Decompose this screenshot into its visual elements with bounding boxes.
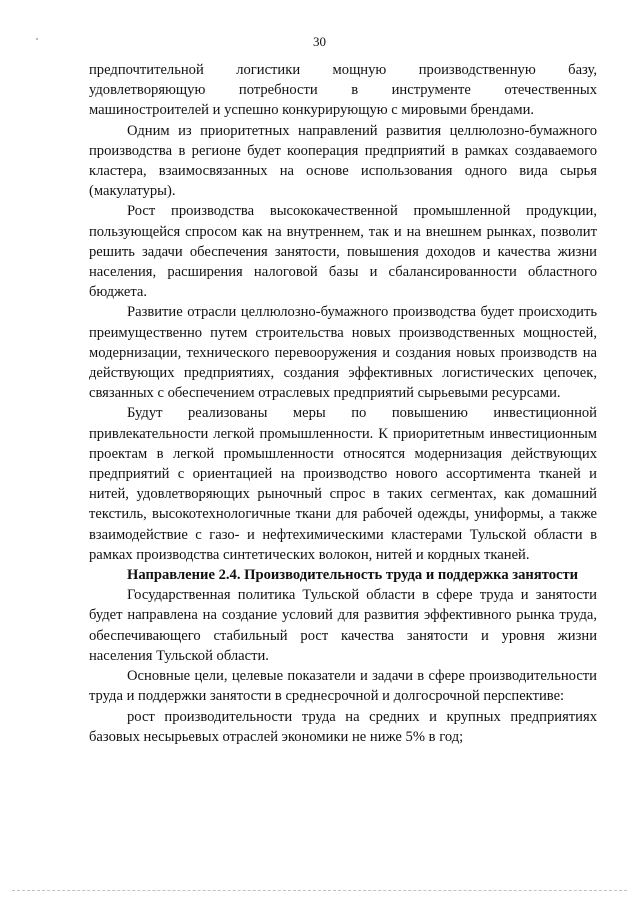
paragraph-4: Развитие отрасли целлюлозно-бумажного производства будет происходить преимущественно путем строительства новых производственных мощностей, модернизации, технического перевооружения и создания новых производств на действующих предприятиях, создания эффективных логистических цепочек, связанных с обеспечением отраслевых предприятий сырьевыми ресурсами. (89, 304, 597, 402)
page-number: 30 (313, 34, 326, 49)
section-paragraph-3: рост производительности труда на средних и крупных предприятиях базовых несырьевых отраслей экономики не ниже 5% в год; (89, 708, 597, 745)
section-heading: Направление 2.4. Производительность труда и поддержка занятости (127, 567, 579, 584)
page-body (89, 60, 597, 747)
paragraph-2: Одним из приоритетных направлений развития целлюлозно-бумажного производства в регионе будет кооперация предприятий в рамках создаваемого кластера, взаимосвязанных на основе использования одного вида сырья (макулатуры). (89, 122, 597, 200)
section-paragraph-2: Основные цели, целевые показатели и задачи в сфере производительности труда и поддержки занятости в среднесрочной и долгосрочной перспективе: (89, 668, 597, 705)
scan-edge-line (12, 890, 627, 891)
paragraph-1: предпочтительной логистики мощную производственную базу, удовлетворяющую потребности в инструменте отечественных машиностроителей и успешно конкурирующую с мировыми брендами. (89, 62, 597, 119)
paragraph-5: Будут реализованы меры по повышению инвестиционной привлекательности легкой промышленности. К приоритетным инвестиционным проектам в легкой промышленности относятся модернизация действующих предприятий с ориентацией на производство нового ассортимента тканей и нитей, удовлетворяющих рыночный спрос в таких сегментах, как домашний текстиль, высокотехнологичные ткани для рабочей одежды, униформы, а также взаимодействие с газо- и нефтехимическими кластерами Тульской области в рамках производства синтетических волокон, нитей и кордных тканей. (89, 405, 597, 563)
section-paragraph-1: Государственная политика Тульской области в сфере труда и занятости будет направлена на создание условий для развития эффективного рынка труда, обеспечивающего стабильный рост качества занятости и уровня жизни населения Тульской области. (89, 587, 597, 664)
paragraph-3: Рост производства высококачественной промышленной продукции, пользующейся спросом как на внутреннем, так и на внешнем рынках, позволит решить задачи обеспечения занятости, повышения доходов и качества жизни населения, расширения налоговой базы и сбалансированности областного бюджета. (89, 203, 597, 301)
